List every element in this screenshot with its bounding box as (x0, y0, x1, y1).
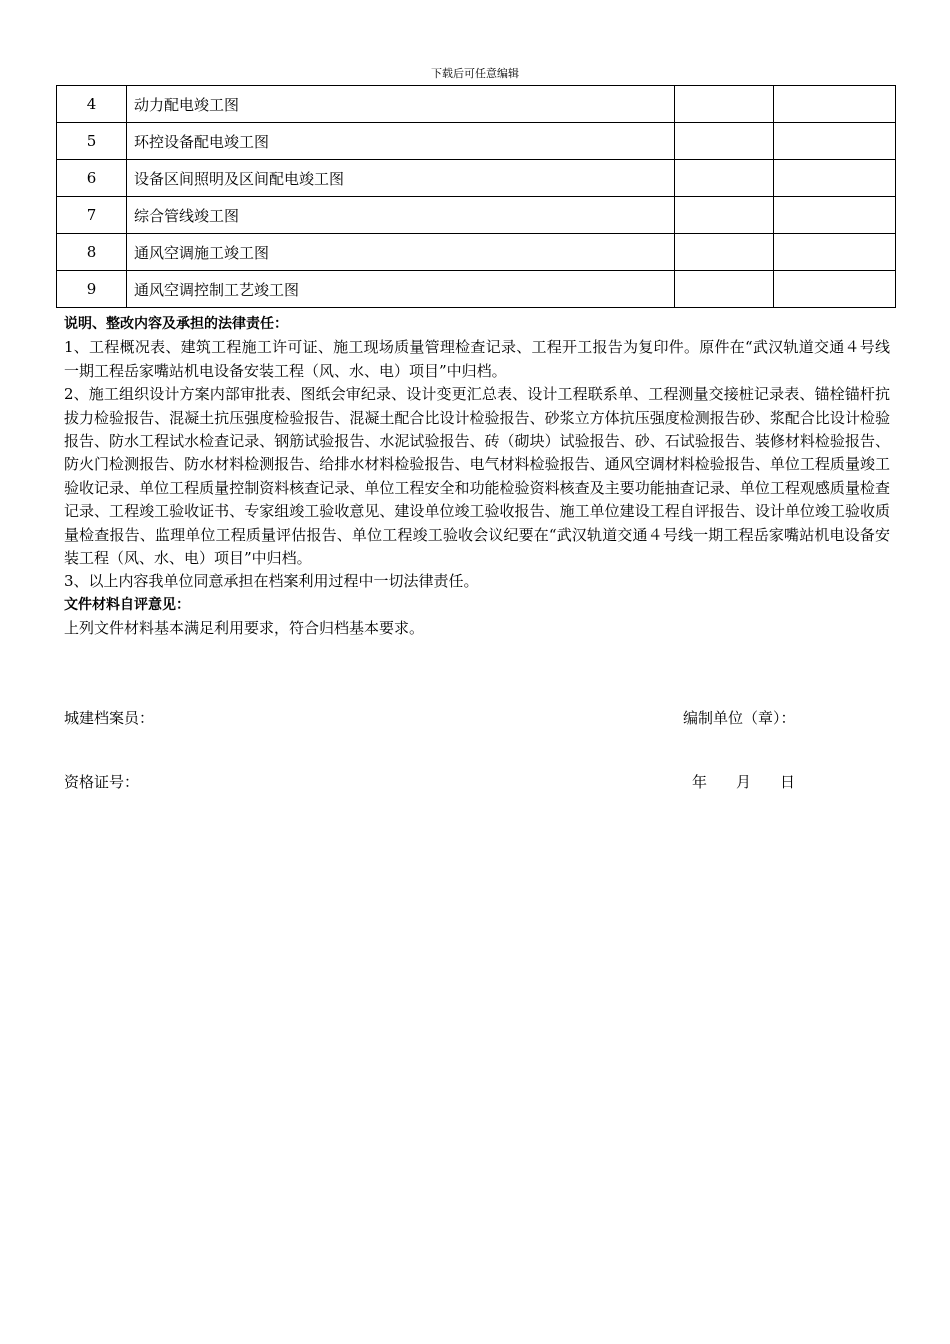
archivist-label: 城建档案员： (64, 709, 155, 727)
notes-section (64, 313, 890, 641)
empty-cell (774, 197, 896, 234)
row-number: 8 (57, 234, 127, 271)
header-note: 下载后可任意编辑 (431, 67, 519, 80)
empty-cell (774, 86, 896, 123)
row-number: 9 (57, 271, 127, 308)
notes-item-1: 1、工程概况表、建筑工程施工许可证、施工现场质量管理检查记录、工程开工报告为复印件。原件在“武汉轨道交通４号线一期工程岳家嘴站机电设备安装工程（风、水、电）项目”中归档。 (64, 338, 890, 380)
table-row (57, 234, 896, 271)
compiler-unit-label: 编制单位（章）： (683, 709, 796, 727)
empty-cell (774, 234, 896, 271)
day-label: 日 (780, 773, 796, 791)
empty-cell (675, 197, 774, 234)
row-number: 7 (57, 197, 127, 234)
empty-cell (774, 160, 896, 197)
year-label: 年 (692, 773, 708, 791)
empty-cell (675, 86, 774, 123)
month-label: 月 (736, 773, 752, 791)
table-row (57, 123, 896, 160)
self-evaluation-heading: 文件材料自评意见： (64, 596, 190, 613)
notes-heading: 说明、整改内容及承担的法律责任： (64, 316, 288, 332)
row-number: 5 (57, 123, 127, 160)
row-number: 6 (57, 160, 127, 197)
table-row (57, 86, 896, 123)
document-name: 通风空调施工竣工图 (127, 234, 675, 271)
document-name: 综合管线竣工图 (127, 197, 675, 234)
empty-cell (774, 123, 896, 160)
document-name: 通风空调控制工艺竣工图 (127, 271, 675, 308)
notes-item-2: 2、施工组织设计方案内部审批表、图纸会审纪录、设计变更汇总表、设计工程联系单、工程测量交接桩记录表、锚栓锚杆抗拔力检验报告、混凝土抗压强度检验报告、混凝土配合比设计检验报告、砂浆立方体抗压强度检测报告砂、浆配合比设计检验报告、防水工程试水检查记录、钢筋试验报告、水泥试验报告、砖（砌块）试验报告、砂、石试验报告、装修材料检验报告、防火门检测报告、防水材料检测报告、给排水材料检验报告、电气材料检验报告、通风空调材料检验报告、单位工程质量竣工验收记录、单位工程质量控制资料核查记录、单位工程安全和功能检验资料核查及主要功能抽查记录、单位工程观感质量检查记录、工程竣工验收证书、专家组竣工验收意见、建设单位竣工验收报告、施工单位建设工程自评报告、设计单位竣工验收质量检查报告、监理单位工程质量评估报告、单位工程竣工验收会议纪要在“武汉轨道交通４号线一期工程岳家嘴站机电设备安装工程（风、水、电）项目”中归档。 (64, 385, 890, 568)
table-row (57, 197, 896, 234)
empty-cell (675, 123, 774, 160)
empty-cell (675, 160, 774, 197)
certificate-number-label: 资格证号： (64, 773, 140, 791)
document-name: 动力配电竣工图 (127, 86, 675, 123)
document-list-table (56, 85, 896, 308)
self-evaluation-text: 上列文件材料基本满足利用要求，符合归档基本要求。 (64, 619, 425, 638)
empty-cell (675, 271, 774, 308)
empty-cell (774, 271, 896, 308)
row-number: 4 (57, 86, 127, 123)
document-name: 设备区间照明及区间配电竣工图 (127, 160, 675, 197)
table-row (57, 271, 896, 308)
document-name: 环控设备配电竣工图 (127, 123, 675, 160)
table-row (57, 160, 896, 197)
notes-item-3: 3、以上内容我单位同意承担在档案利用过程中一切法律责任。 (64, 572, 479, 591)
empty-cell (675, 234, 774, 271)
